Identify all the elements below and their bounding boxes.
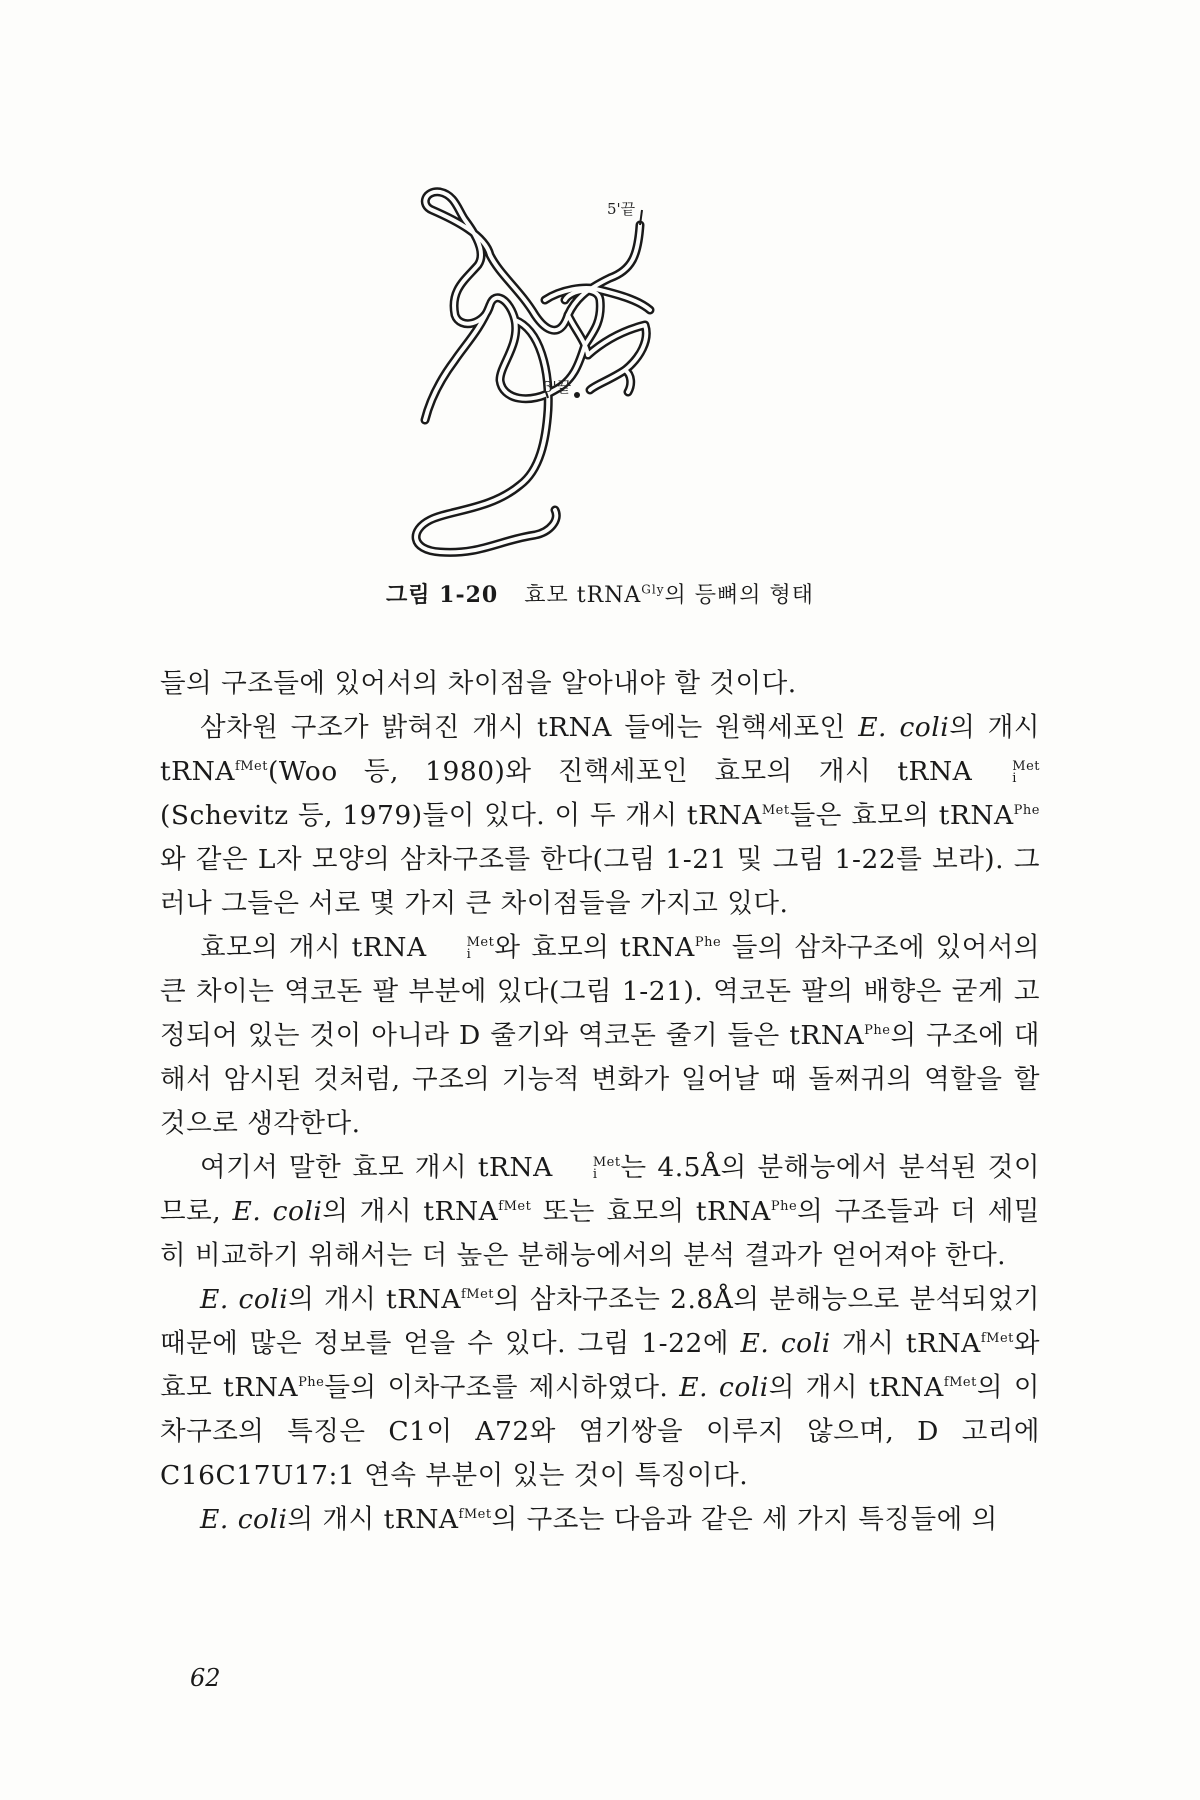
- p2-sup3: Met: [761, 803, 790, 819]
- paragraph-1: [160, 662, 1040, 706]
- p2-sup4: Phe: [1013, 803, 1040, 819]
- p5-ecoli2: E. coli: [740, 1328, 831, 1359]
- p4-a: 여기서 말한 효모 개시 tRNA: [200, 1152, 553, 1183]
- p2-e: 들은 효모의 tRNA: [789, 800, 1014, 831]
- paragraph-5: [160, 1278, 1040, 1498]
- caption-text-before: 효모 tRNA: [524, 583, 642, 608]
- p4-sup1: Met: [592, 1155, 621, 1170]
- p2-f: 와 같은 L자 모양의 삼차구조를 한다(그림 1-21 및 그림 1-22를 보라). 그러나 그들은 서로 몇 가지 큰 차이점들을 가지고 있다.: [160, 844, 1040, 919]
- p3-sup2: Phe: [694, 935, 722, 951]
- p2-a: 삼차원 구조가 밝혀진 개시 tRNA 들에는 원핵세포인: [200, 712, 859, 743]
- p5-sup2: fMet: [980, 1331, 1014, 1347]
- p2-sub2: i: [1012, 771, 1017, 786]
- p6-sup1: fMet: [458, 1507, 492, 1523]
- p6-b: 의 구조는 다음과 같은 세 가지 특징들에 의: [491, 1504, 998, 1535]
- p4-d: 또는 효모의 tRNA: [531, 1196, 771, 1227]
- p6-a: 의 개시 tRNA: [287, 1504, 459, 1535]
- p5-g: 의 이차구조의 특징은 C1이 A72와 염기쌍을 이루지 않으며, D 고리에 C16C17U17:1 연속 부분이 있는 것이 특징이다.: [160, 1372, 1040, 1491]
- p2-sup1: fMet: [234, 759, 268, 775]
- caption-sup: Gly: [641, 582, 665, 597]
- p5-sup1: fMet: [460, 1287, 495, 1303]
- p2-ecoli: E. coli: [858, 712, 950, 743]
- p3-b: 와 효모의 tRNA: [494, 932, 695, 963]
- trna-backbone-figure: [370, 180, 770, 570]
- p2-sup2: Met: [1012, 759, 1040, 774]
- p3-d: 의 구조에 대해서 암시된 것처럼, 구조의 기능적 변화가 일어날 때 돌쩌귀의 역할을 할 것으로 생각한다.: [160, 1020, 1040, 1139]
- p5-c: 개시 tRNA: [830, 1328, 981, 1359]
- paragraph-3: [160, 926, 1040, 1146]
- p4-b: 는 4.5Å의 분해능에서 분석된 것이므로,: [160, 1152, 1040, 1227]
- p5-f: 의 개시 tRNA: [768, 1372, 944, 1403]
- p4-c: 의 개시 tRNA: [322, 1196, 499, 1227]
- paragraph-4: [160, 1146, 1040, 1278]
- p5-d: 와 효모 tRNA: [160, 1328, 1040, 1403]
- p4-e: 의 구조들과 더 세밀히 비교하기 위해서는 더 높은 분해능에서의 분석 결과가 얻어져야 한다.: [160, 1196, 1040, 1271]
- p5-ecoli3: E. coli: [679, 1372, 769, 1403]
- p3-sup3: Phe: [864, 1023, 891, 1039]
- caption-text-after: 의 등뼈의 형태: [664, 583, 814, 608]
- p5-sup4: fMet: [943, 1375, 977, 1391]
- paragraph-2: [160, 706, 1040, 926]
- p3-sub1: i: [466, 947, 472, 962]
- five-prime-end-label: 5'끝: [607, 200, 636, 218]
- three-prime-end-label: 3'끝: [543, 378, 572, 396]
- p6-ecoli: E. coli: [200, 1504, 288, 1535]
- trna-backbone-drawing: [370, 180, 770, 570]
- paragraph-6: [160, 1498, 1040, 1542]
- p3-sup1: Met: [466, 935, 495, 950]
- p4-sub1: i: [592, 1167, 598, 1182]
- p2-d: (Schevitz 등, 1979)들이 있다. 이 두 개시 tRNA: [160, 800, 762, 831]
- body-text: [160, 662, 1040, 1542]
- p5-a: 의 개시 tRNA: [288, 1284, 461, 1315]
- p2-supsub: [972, 761, 1040, 785]
- p2-b: 의 개시 tRNA: [160, 712, 1040, 787]
- p3-a: 효모의 개시 tRNA: [200, 932, 427, 963]
- p4-sup3: Phe: [770, 1199, 798, 1215]
- p3-supsub: [427, 937, 495, 961]
- p4-supsub: [553, 1157, 621, 1181]
- p4-sup2: fMet: [498, 1199, 532, 1215]
- p1-text: 들의 구조들에 있어서의 차이점을 알아내야 할 것이다.: [160, 668, 797, 699]
- page-number: 62: [190, 1664, 221, 1692]
- p4-ecoli: E. coli: [232, 1196, 323, 1227]
- p5-e: 들의 이차구조를 제시하였다.: [324, 1372, 680, 1403]
- figure-number: 그림 1-20: [386, 582, 499, 608]
- p3-c: 들의 삼차구조에 있어서의 큰 차이는 역코돈 팔 부분에 있다(그림 1-21). 역코돈 팔의 배향은 굳게 고정되어 있는 것이 아니라 D 줄기와 역코돈 줄기 들은 tRNA: [160, 932, 1040, 1051]
- p5-sup3: Phe: [298, 1375, 325, 1391]
- p5-b: 의 삼차구조는 2.8Å의 분해능으로 분석되었기 때문에 많은 정보를 얻을 수 있다. 그림 1-22에: [160, 1284, 1040, 1359]
- figure-caption: [0, 578, 1200, 609]
- p2-c: (Woo 등, 1980)와 진핵세포인 효모의 개시 tRNA: [267, 756, 973, 787]
- p5-ecoli1: E. coli: [200, 1284, 289, 1315]
